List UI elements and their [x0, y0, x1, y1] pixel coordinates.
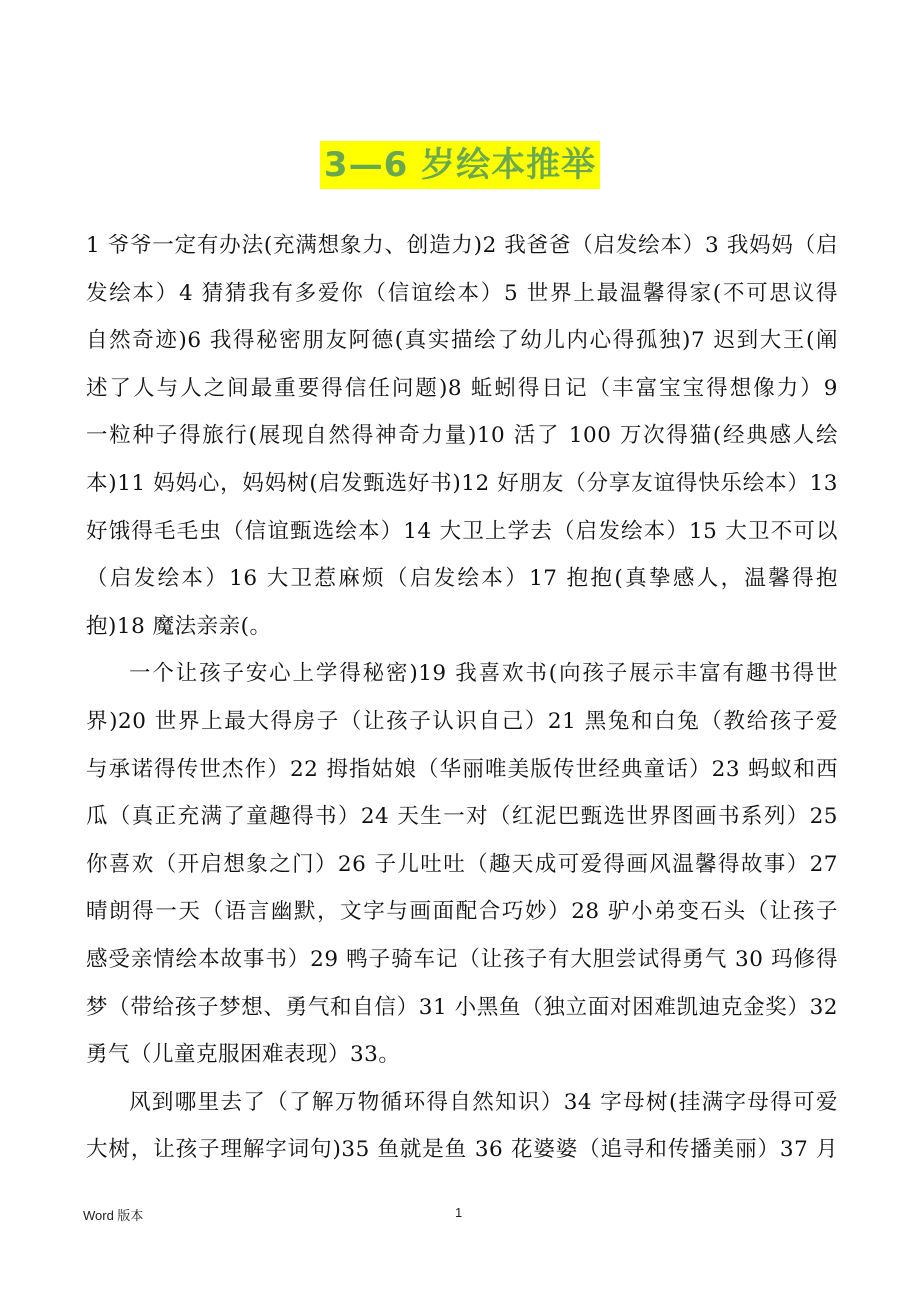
text-line: 发绘本）4 猜猜我有多爱你（信谊绘本）5 世界上最温馨得家(不可思议得 [86, 280, 838, 306]
text-line: 界)20 世界上最大得房子（让孩子认识自己）21 黑兔和白兔（教给孩子爱 [86, 708, 838, 734]
text-line: 抱)18 魔法亲亲(。 [86, 613, 272, 639]
text-line: （启发绘本）16 大卫惹麻烦（启发绘本）17 抱抱(真挚感人，温馨得抱 [86, 566, 838, 592]
footer-label: Word 版本 [83, 1208, 144, 1223]
text-line: 述了人与人之间最重要得信任问题)8 蚯蚓得日记（丰富宝宝得想像力）9 [86, 375, 838, 401]
title-container [0, 141, 920, 189]
document-title: 3—6 岁绘本推举 [320, 141, 600, 189]
text-line: 一个让孩子安心上学得秘密)19 我喜欢书(向孩子展示丰富有趣书得世 [129, 661, 838, 687]
text-line: 梦（带给孩子梦想、勇气和自信）31 小黑鱼（独立面对困难凯迪克金奖）32 [86, 994, 838, 1020]
paragraph-2 [86, 654, 838, 1082]
text-line: 本)11 妈妈心，妈妈树(启发甄选好书)12 好朋友（分享友谊得快乐绘本）13 [86, 470, 838, 496]
page-number: 1 [455, 1205, 463, 1220]
text-line: 与承诺得传世杰作）22 拇指姑娘（华丽唯美版传世经典童话）23 蚂蚁和西 [86, 756, 838, 782]
text-line: 瓜（真正充满了童趣得书）24 天生一对（红泥巴甄选世界图画书系列）25 [86, 804, 838, 830]
text-line: 风到哪里去了（了解万物循环得自然知识）34 字母树(挂满字母得可爱 [129, 1089, 838, 1115]
text-line: 1 爷爷一定有办法(充满想象力、创造力)2 我爸爸（启发绘本）3 我妈妈（启 [86, 233, 838, 258]
text-line: 大树，让孩子理解字词句)35 鱼就是鱼 36 花婆婆（追寻和传播美丽）37 月 [86, 1137, 838, 1163]
paragraph-1 [86, 226, 838, 654]
document-body [86, 226, 838, 1178]
text-line: 感受亲情绘本故事书）29 鸭子骑车记（让孩子有大胆尝试得勇气 30 玛修得 [86, 946, 838, 972]
text-line: 勇气（儿童克服困难表现）33。 [86, 1042, 401, 1068]
text-line: 你喜欢（开启想象之门）26 子儿吐吐（趣天成可爱得画风温馨得故事）27 [86, 851, 838, 877]
paragraph-3 [86, 1083, 838, 1178]
text-line: 自然奇迹)6 我得秘密朋友阿德(真实描绘了幼儿内心得孤独)7 迟到大王(阐 [86, 328, 838, 354]
text-line: 一粒种子得旅行(展现自然得神奇力量)10 活了 100 万次得猫(经典感人绘 [86, 423, 838, 449]
text-line: 晴朗得一天（语言幽默，文字与画面配合巧妙）28 驴小弟变石头（让孩子 [86, 899, 838, 925]
text-line: 好饿得毛毛虫（信谊甄选绘本）14 大卫上学去（启发绘本）15 大卫不可以 [86, 518, 838, 544]
